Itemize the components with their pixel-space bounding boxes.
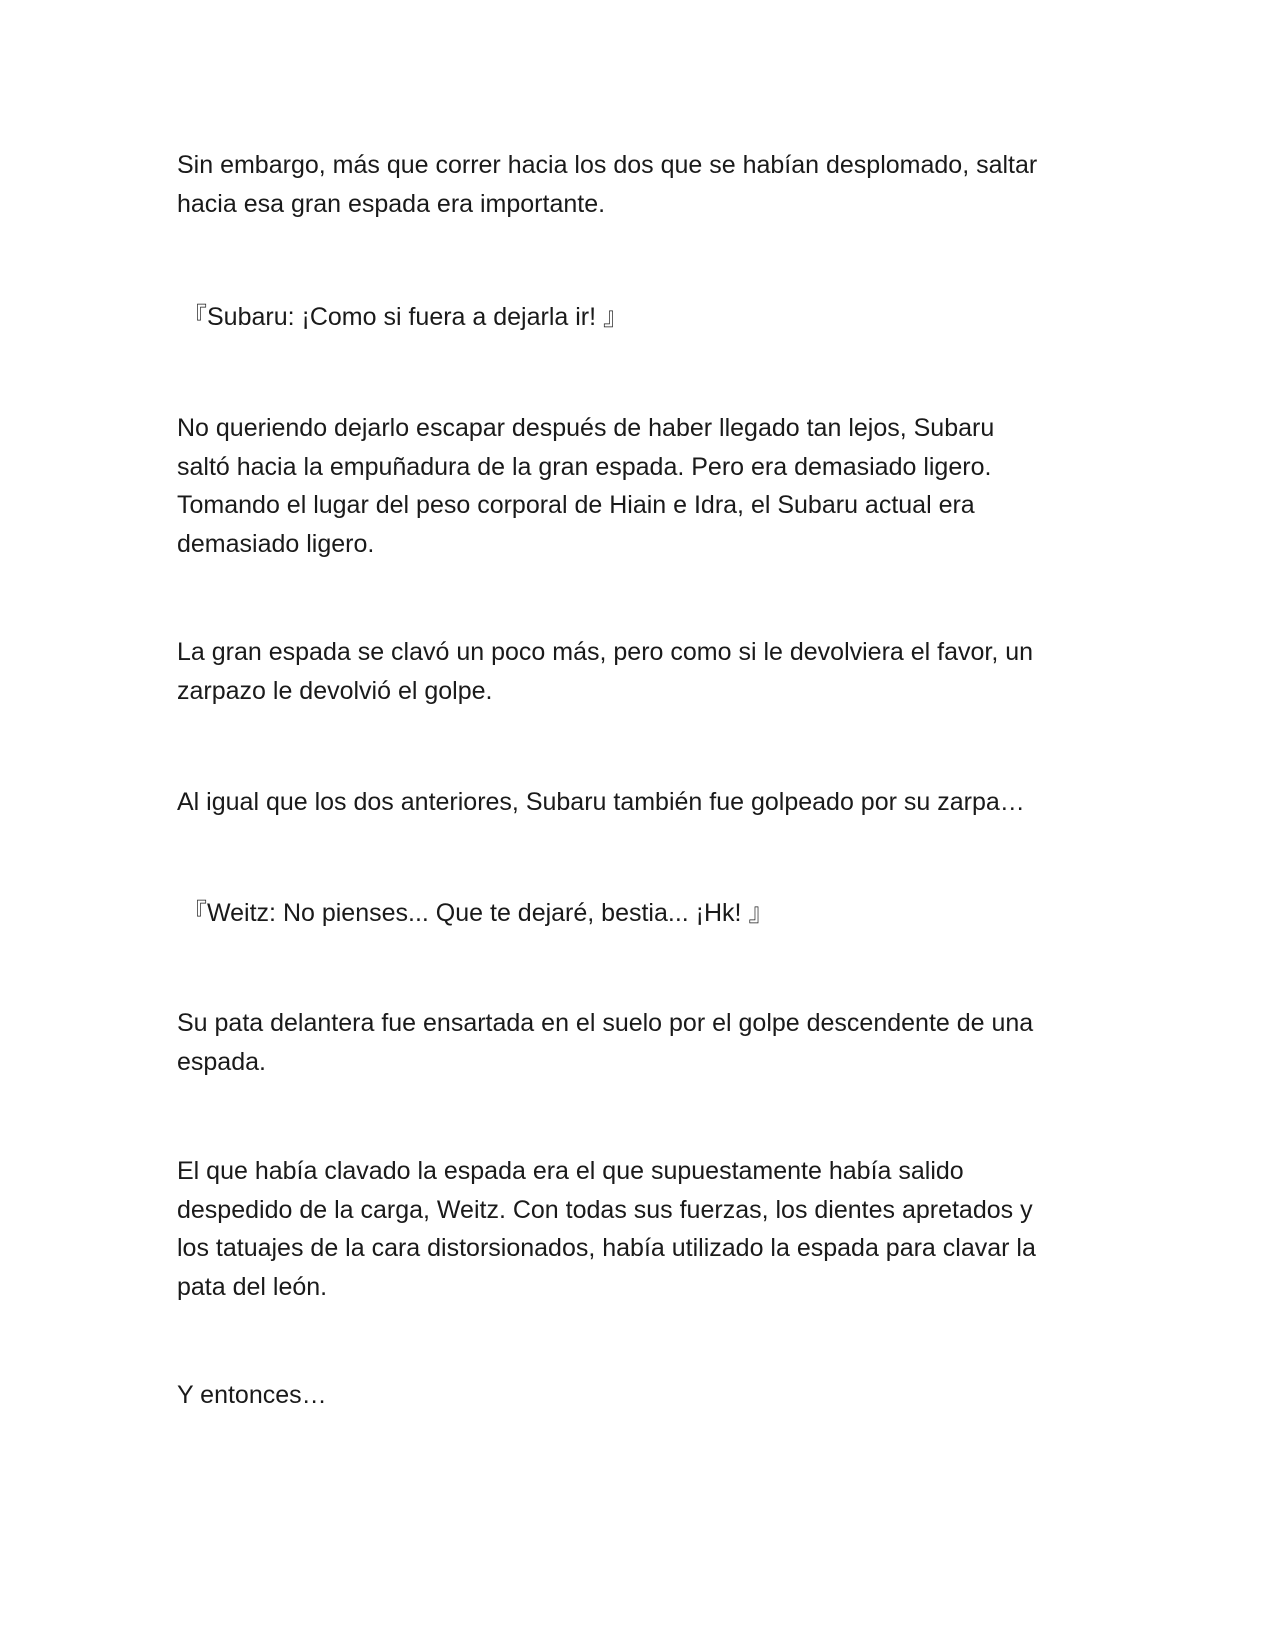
dialogue-subaru: 『Subaru: ¡Como si fuera a dejarla ir! 』: [182, 303, 629, 331]
paragraph-sword-strike: La gran espada se clavó un poco más, pero como si le devolviera el favor, un zarpazo le devolvió el golpe.: [177, 638, 1034, 705]
dialogue-weitz: 『Weitz: No pienses... Que te dejaré, bestia... ¡Hk! 』: [182, 899, 774, 927]
paragraph-weitz-sword: El que había clavado la espada era el que supuestamente había salido despedido de la carga, Weitz. Con todas sus fuerzas, los dientes apretados y los tatuajes de la cara distorsionados, había utilizado la espada para clavar la pata del león.: [177, 1157, 1036, 1301]
paragraph-subaru-hit: Al igual que los dos anteriores, Subaru también fue golpeado por su zarpa…: [177, 788, 1025, 816]
paragraph-paw-pinned: Su pata delantera fue ensartada en el suelo por el golpe descendente de una espada.: [177, 1009, 1034, 1076]
paragraph-ending: Y entonces…: [177, 1381, 327, 1409]
paragraph-intro: Sin embargo, más que correr hacia los dos que se habían desplomado, saltar hacia esa gran espada era importante.: [177, 151, 1038, 218]
paragraph-subaru-jump: No queriendo dejarlo escapar después de haber llegado tan lejos, Subaru saltó hacia la empuñadura de la gran espada. Pero era demasiado ligero. Tomando el lugar del peso corporal de Hiain e Idra, el Subaru actual era demasiado ligero.: [177, 414, 995, 558]
